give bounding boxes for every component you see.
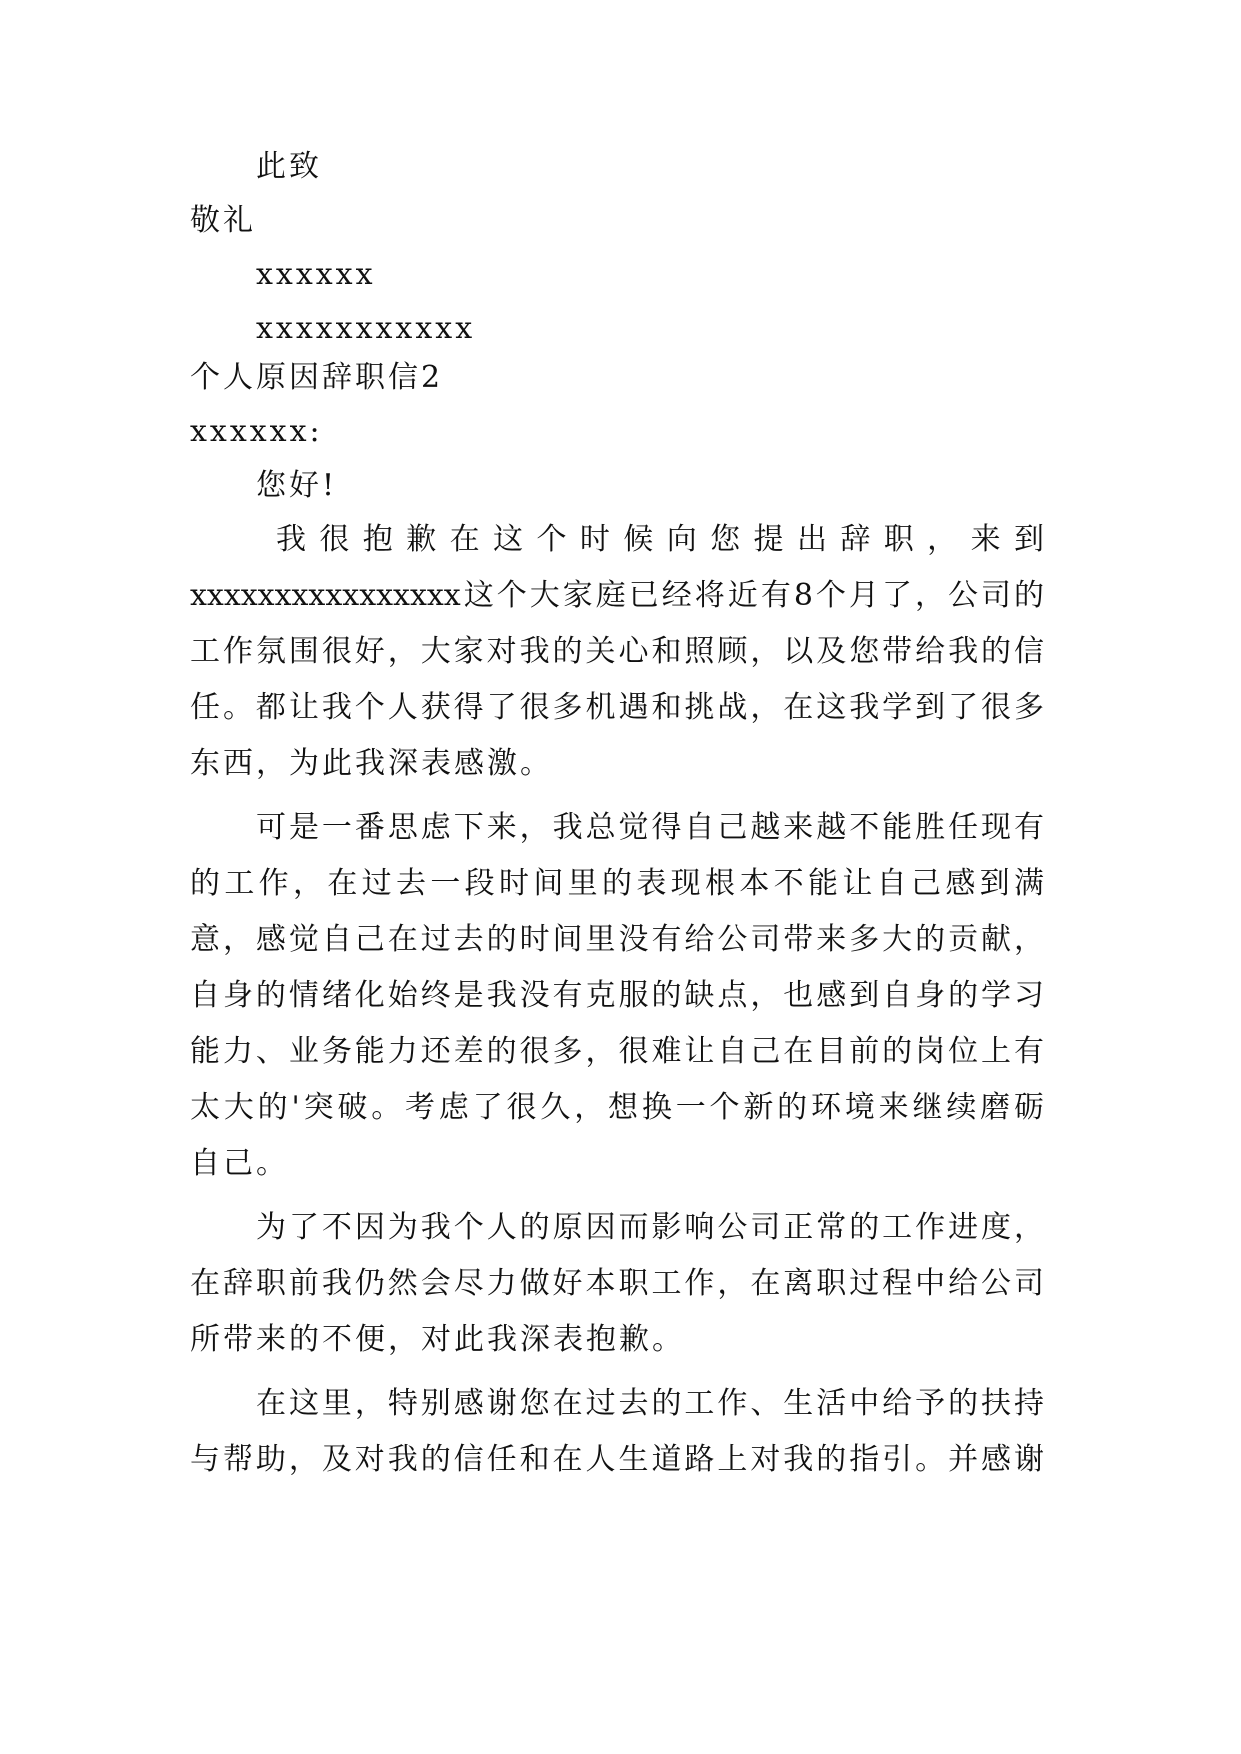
body-line: 自身的情绪化始终是我没有克服的缺点，也感到自身的学习 [190,978,1044,1013]
body-line: 我很抱歉在这个时候向您提出辞职，来到 [276,522,1044,557]
letter-recipient: xxxxxx: [190,414,323,449]
body-line: 能力、业务能力还差的很多，很难让自己在目前的岗位上有 [190,1034,1044,1069]
body-line: 太大的'突破。考虑了很久，想换一个新的环境来继续磨砺 [190,1090,1044,1125]
body-line: 的工作，在过去一段时间里的表现根本不能让自己感到满 [190,866,1044,901]
signature-date: xxxxxxxxxxx [256,311,476,346]
body-line: 工作氛围很好，大家对我的关心和照顾，以及您带给我的信 [190,634,1044,669]
letter-greeting: 您好! [256,468,338,503]
body-line: xxxxxxxxxxxxxxxx这个大家庭已经将近有8个月了，公司的 [190,578,1044,613]
body-line: 在这里，特别感谢您在过去的工作、生活中给予的扶持 [256,1386,1044,1421]
body-line: 为了不因为我个人的原因而影响公司正常的工作进度， [256,1210,1044,1245]
body-line: 在辞职前我仍然会尽力做好本职工作，在离职过程中给公司 [190,1266,1044,1301]
body-line: 意，感觉自己在过去的时间里没有给公司带来多大的贡献， [190,922,1044,957]
body-line: 任。都让我个人获得了很多机遇和挑战，在这我学到了很多 [190,690,1044,725]
body-line: 可是一番思虑下来，我总觉得自己越来越不能胜任现有 [256,810,1044,845]
body-line: 所带来的不便，对此我深表抱歉。 [190,1322,685,1357]
closing-regards: 敬礼 [190,203,256,238]
body-line: 与帮助，及对我的信任和在人生道路上对我的指引。并感谢 [190,1442,1044,1477]
closing-salutation: 此致 [256,149,322,184]
body-line: 东西，为此我深表感激。 [190,746,553,781]
body-line: 自己。 [190,1146,289,1181]
letter-title: 个人原因辞职信2 [190,360,444,395]
signature-name: xxxxxx [256,257,376,292]
